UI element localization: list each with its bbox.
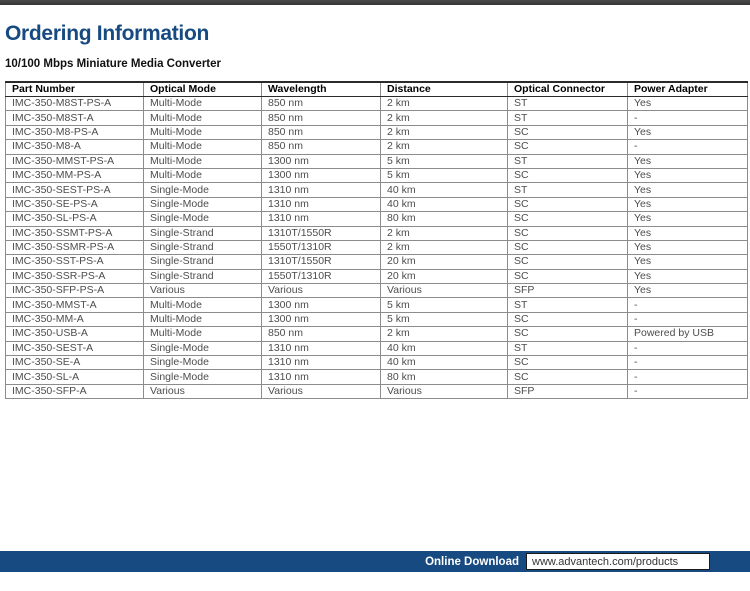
table-cell: 2 km [381,111,508,125]
column-header: Optical Mode [144,82,262,97]
table-cell: 1550T/1310R [262,240,381,254]
table-cell: 1300 nm [262,168,381,182]
table-cell: - [628,312,748,326]
table-cell: Single-Mode [144,183,262,197]
table-cell: IMC-350-SE-A [6,356,144,370]
table-cell: ST [508,97,628,111]
table-cell: Various [262,284,381,298]
table-cell: IMC-350-SSMR-PS-A [6,240,144,254]
table-cell: SC [508,212,628,226]
table-cell: - [628,140,748,154]
table-cell: IMC-350-M8-A [6,140,144,154]
table-cell: Single-Strand [144,269,262,283]
table-row [6,284,748,298]
table-cell: SC [508,312,628,326]
column-header: Power Adapter [628,82,748,97]
table-cell: IMC-350-M8ST-A [6,111,144,125]
table-cell: 5 km [381,312,508,326]
table-cell: Single-Mode [144,212,262,226]
table-cell: 2 km [381,327,508,341]
table-cell: IMC-350-M8ST-PS-A [6,97,144,111]
table-cell: 1310 nm [262,183,381,197]
table-row [6,97,748,111]
top-divider-bar [0,0,750,5]
table-cell: IMC-350-SST-PS-A [6,255,144,269]
table-cell: Yes [628,284,748,298]
table-cell: 850 nm [262,111,381,125]
column-header: Wavelength [262,82,381,97]
table-cell: 1310 nm [262,212,381,226]
download-url-link[interactable]: www.advantech.com/products [526,553,710,570]
table-row [6,255,748,269]
table-cell: 1300 nm [262,298,381,312]
table-cell: 5 km [381,154,508,168]
table-cell: Multi-Mode [144,298,262,312]
table-cell: ST [508,111,628,125]
table-row [6,384,748,398]
table-cell: Single-Strand [144,226,262,240]
table-row [6,226,748,240]
table-row [6,111,748,125]
footer-bar [0,551,750,572]
table-cell: Multi-Mode [144,327,262,341]
table-cell: 1300 nm [262,312,381,326]
table-cell: 2 km [381,226,508,240]
table-cell: 5 km [381,168,508,182]
table-cell: Multi-Mode [144,97,262,111]
table-cell: SC [508,356,628,370]
table-cell: Powered by USB [628,327,748,341]
table-cell: IMC-350-SL-A [6,370,144,384]
table-cell: Various [144,384,262,398]
table-cell: 20 km [381,269,508,283]
table-cell: Multi-Mode [144,154,262,168]
table-cell: - [628,111,748,125]
table-cell: - [628,384,748,398]
table-cell: 1310 nm [262,197,381,211]
table-cell: 1310T/1550R [262,226,381,240]
table-cell: 1550T/1310R [262,269,381,283]
table-row [6,154,748,168]
table-cell: SC [508,255,628,269]
table-cell: IMC-350-SL-PS-A [6,212,144,226]
page-subtitle: 10/100 Mbps Miniature Media Converter [5,58,222,70]
table-cell: SC [508,240,628,254]
table-cell: 20 km [381,255,508,269]
table-cell: 850 nm [262,97,381,111]
table-cell: Single-Mode [144,197,262,211]
table-cell: Multi-Mode [144,168,262,182]
table-cell: SC [508,197,628,211]
table-cell: IMC-350-SEST-PS-A [6,183,144,197]
table-cell: 1310 nm [262,341,381,355]
table-row [6,370,748,384]
table-cell: 80 km [381,370,508,384]
table-cell: SC [508,125,628,139]
table-cell: 2 km [381,97,508,111]
table-cell: IMC-350-SSMT-PS-A [6,226,144,240]
table-cell: Yes [628,240,748,254]
table-cell: SC [508,226,628,240]
table-cell: Yes [628,183,748,197]
table-row [6,240,748,254]
table-cell: Yes [628,168,748,182]
table-row [6,298,748,312]
table-cell: Multi-Mode [144,312,262,326]
table-cell: Single-Strand [144,255,262,269]
table-cell: Various [381,284,508,298]
table-cell: 40 km [381,356,508,370]
table-cell: ST [508,341,628,355]
table-cell: 40 km [381,197,508,211]
table-cell: 2 km [381,240,508,254]
table-cell: SFP [508,284,628,298]
table-cell: Yes [628,97,748,111]
table-cell: ST [508,183,628,197]
table-cell: SC [508,168,628,182]
table-cell: Multi-Mode [144,140,262,154]
column-header: Optical Connector [508,82,628,97]
table-cell: Single-Mode [144,370,262,384]
table-cell: Yes [628,125,748,139]
table-cell: Yes [628,226,748,240]
table-cell: 1310T/1550R [262,255,381,269]
table-row [6,312,748,326]
table-cell: IMC-350-MMST-PS-A [6,154,144,168]
table-cell: - [628,298,748,312]
ordering-table [5,81,748,399]
table-cell: IMC-350-SFP-PS-A [6,284,144,298]
table-cell: Single-Mode [144,341,262,355]
table-cell: Yes [628,197,748,211]
table-row [6,356,748,370]
table-cell: Multi-Mode [144,125,262,139]
table-cell: - [628,356,748,370]
table-cell: 5 km [381,298,508,312]
table-row [6,327,748,341]
table-cell: Multi-Mode [144,111,262,125]
table-cell: Yes [628,255,748,269]
table-cell: IMC-350-MMST-A [6,298,144,312]
table-cell: IMC-350-MM-A [6,312,144,326]
table-row [6,341,748,355]
table-cell: 2 km [381,125,508,139]
table-row [6,125,748,139]
table-header-row [6,82,748,97]
table-cell: IMC-350-M8-PS-A [6,125,144,139]
table-row [6,168,748,182]
table-cell: Single-Strand [144,240,262,254]
table-body [6,97,748,399]
table-cell: 1310 nm [262,356,381,370]
table-row [6,212,748,226]
page-title: Ordering Information [5,22,210,45]
table-cell: 1300 nm [262,154,381,168]
table-cell: 40 km [381,183,508,197]
table-cell: Yes [628,154,748,168]
column-header: Part Number [6,82,144,97]
column-header: Distance [381,82,508,97]
table-cell: SFP [508,384,628,398]
table-cell: - [628,370,748,384]
table-cell: SC [508,140,628,154]
table-cell: IMC-350-SFP-A [6,384,144,398]
online-download-label: Online Download [425,555,519,568]
table-cell: Single-Mode [144,356,262,370]
table-cell: 1310 nm [262,370,381,384]
table-row [6,197,748,211]
table-cell: Yes [628,269,748,283]
table-cell: Various [144,284,262,298]
table-cell: SC [508,370,628,384]
table-cell: IMC-350-MM-PS-A [6,168,144,182]
table-cell: Yes [628,212,748,226]
table-row [6,140,748,154]
table-cell: IMC-350-SSR-PS-A [6,269,144,283]
table-cell: 850 nm [262,327,381,341]
table-cell: Various [381,384,508,398]
table-cell: IMC-350-SE-PS-A [6,197,144,211]
table-cell: SC [508,269,628,283]
table-cell: SC [508,327,628,341]
table-row [6,183,748,197]
table-cell: 40 km [381,341,508,355]
table-cell: IMC-350-USB-A [6,327,144,341]
table-cell: ST [508,298,628,312]
table-cell: Various [262,384,381,398]
table-cell: 850 nm [262,125,381,139]
table-cell: 80 km [381,212,508,226]
table-row [6,269,748,283]
table-cell: 2 km [381,140,508,154]
table-cell: ST [508,154,628,168]
table-cell: 850 nm [262,140,381,154]
table-cell: - [628,341,748,355]
table-cell: IMC-350-SEST-A [6,341,144,355]
